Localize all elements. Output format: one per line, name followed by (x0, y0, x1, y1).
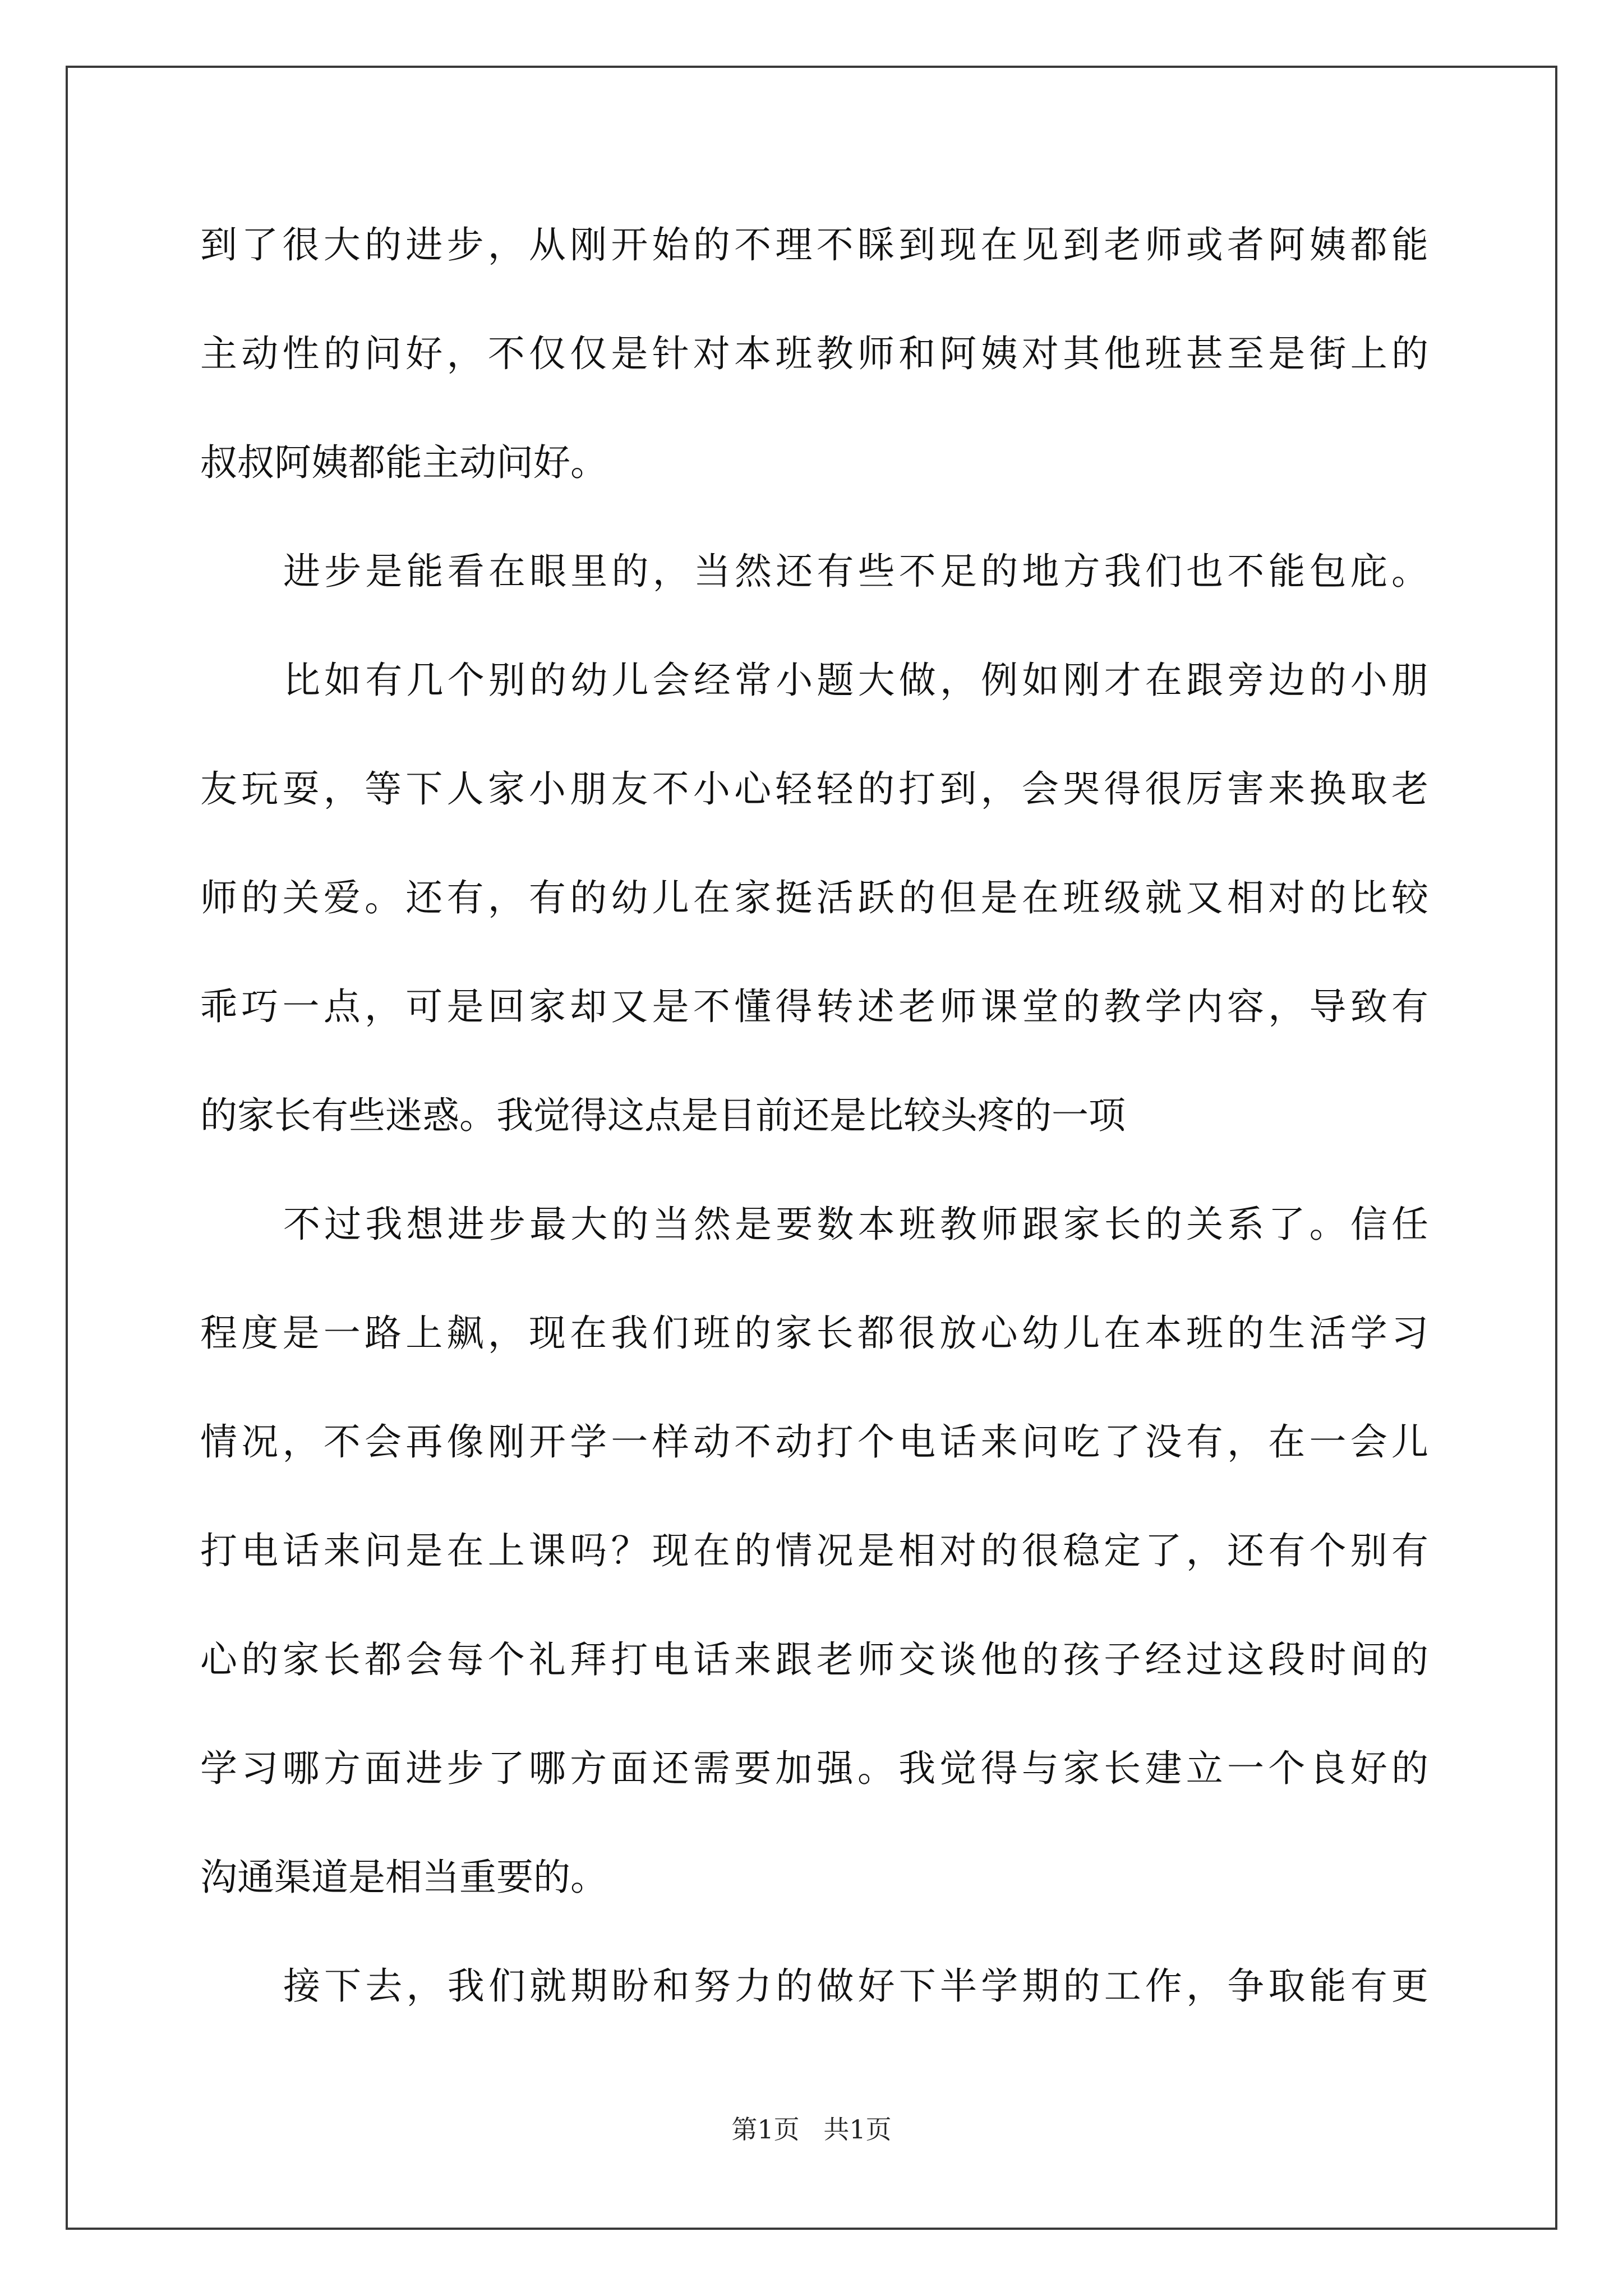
text-line-6: 友玩耍，等下人家小朋友不小心轻轻的打到，会哭得很厉害来换取老 (200, 767, 1428, 811)
text-line-5: 比如有几个别的幼儿会经常小题大做，例如刚才在跟旁边的小朋 (283, 659, 1428, 702)
text-line-12: 情况，不会再像刚开学一样动不动打个电话来问吃了没有，在一会儿 (200, 1420, 1428, 1464)
text-line-8: 乖巧一点，可是回家却又是不懂得转述老师课堂的教学内容，导致有 (200, 985, 1428, 1028)
page-number: 第1页 (731, 2114, 800, 2145)
text-line-1: 到了很大的进步，从刚开始的不理不睬到现在见到老师或者阿姨都能 (200, 223, 1428, 266)
text-line-14: 心的家长都会每个礼拜打电话来跟老师交谈他的孩子经过这段时间的 (200, 1638, 1428, 1681)
text-line-17: 接下去，我们就期盼和努力的做好下半学期的工作，争取能有更 (283, 1964, 1428, 2008)
text-line-3: 叔叔阿姨都能主动问好。 (200, 441, 607, 484)
page-footer (0, 2109, 1623, 2146)
text-line-9: 的家长有些迷惑。我觉得这点是目前还是比较头疼的一项 (200, 1094, 1126, 1137)
text-line-11: 程度是一路上飙，现在我们班的家长都很放心幼儿在本班的生活学习 (200, 1312, 1428, 1355)
text-line-16: 沟通渠道是相当重要的。 (200, 1856, 607, 1899)
text-line-4: 进步是能看在眼里的，当然还有些不足的地方我们也不能包庇。 (283, 550, 1428, 593)
text-line-13: 打电话来问是在上课吗？现在的情况是相对的很稳定了，还有个别有 (200, 1529, 1428, 1572)
page-total: 共1页 (823, 2114, 892, 2145)
text-line-15: 学习哪方面进步了哪方面还需要加强。我觉得与家长建立一个良好的 (200, 1747, 1428, 1790)
document-body (200, 191, 1428, 2041)
text-line-10: 不过我想进步最大的当然是要数本班教师跟家长的关系了。信任 (283, 1203, 1428, 1246)
text-line-2: 主动性的问好，不仅仅是针对本班教师和阿姨对其他班甚至是街上的 (200, 332, 1428, 375)
text-line-7: 师的关爱。还有，有的幼儿在家挺活跃的但是在班级就又相对的比较 (200, 876, 1428, 919)
